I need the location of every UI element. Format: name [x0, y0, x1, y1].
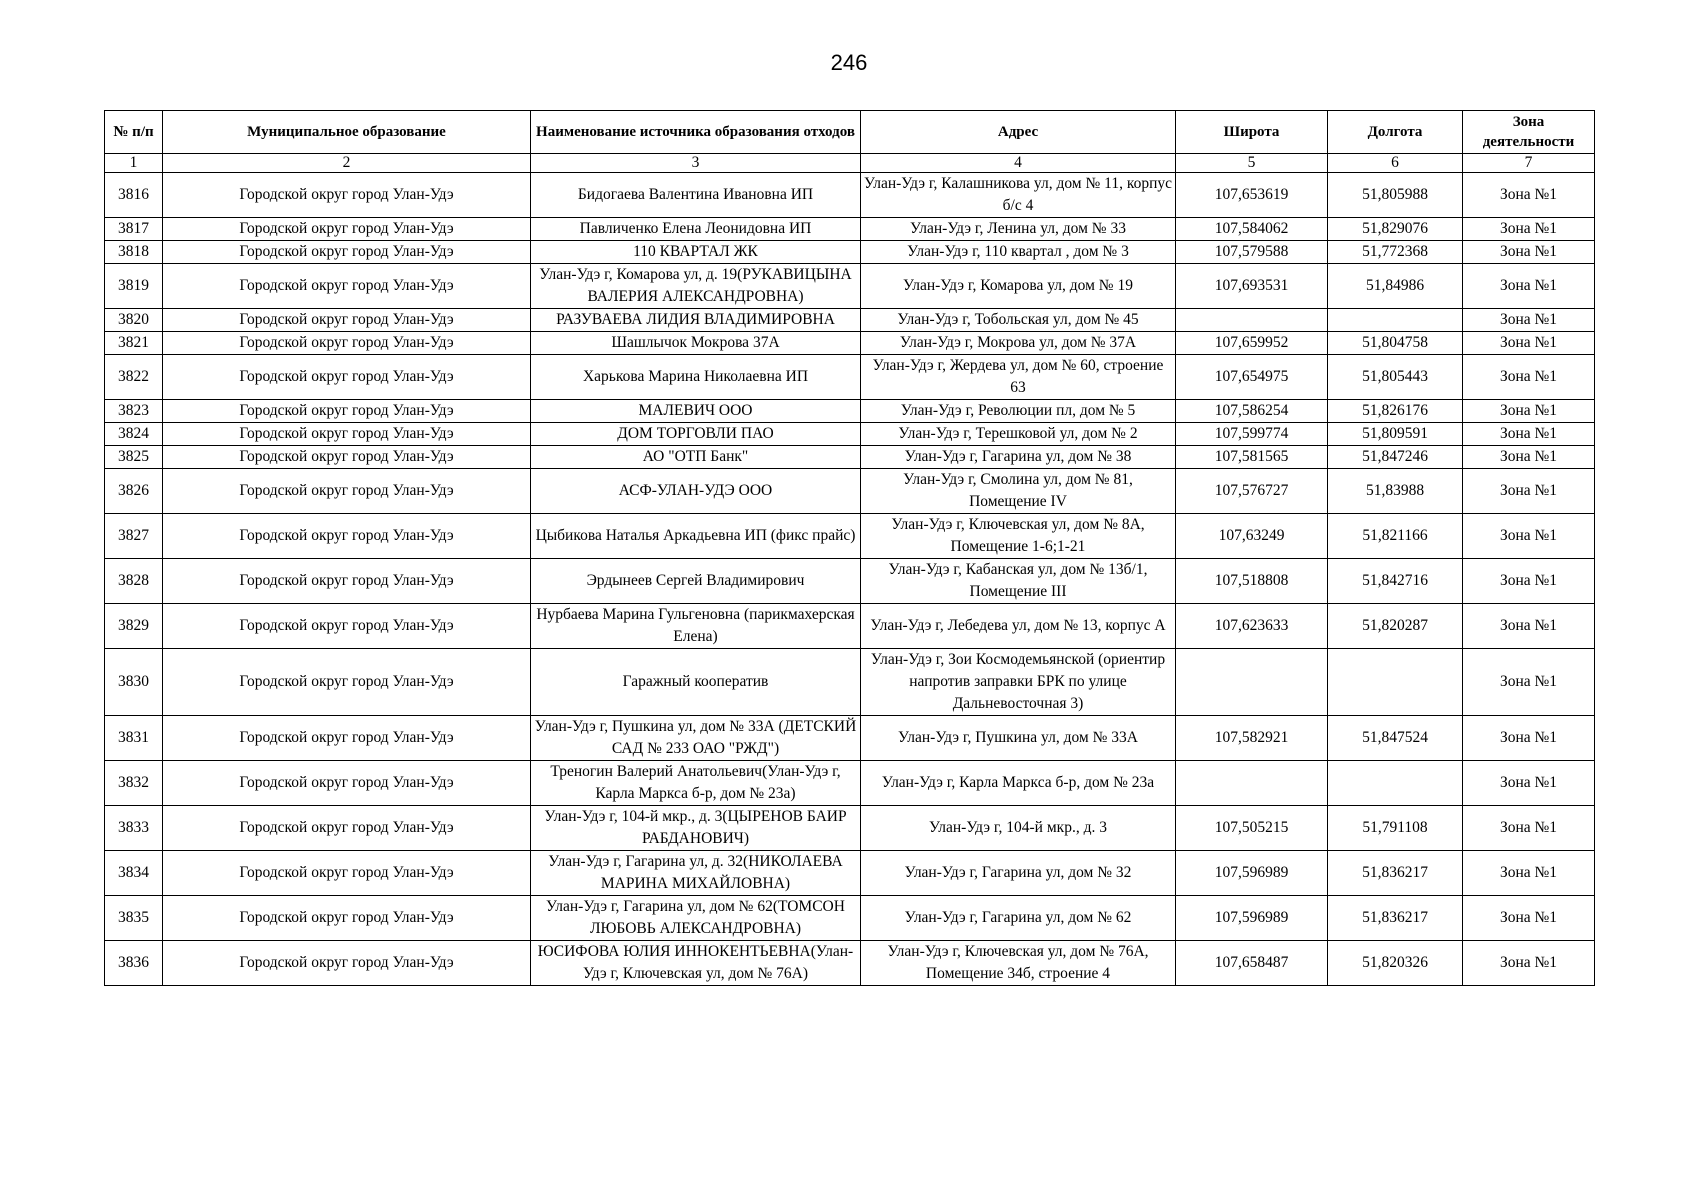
cell-address: Улан-Удэ г, Ключевская ул, дом № 8А, Помещение 1-6;1-21 [861, 514, 1176, 559]
cell-address: Улан-Удэ г, Мокрова ул, дом № 37А [861, 332, 1176, 355]
cell-longitude: 51,821166 [1328, 514, 1463, 559]
column-number: 5 [1176, 154, 1328, 173]
table-row [105, 604, 1595, 649]
cell-source-name: АО "ОТП Банк" [531, 446, 861, 469]
cell-address: Улан-Удэ г, 110 квартал , дом № 3 [861, 241, 1176, 264]
cell-latitude: 107,599774 [1176, 423, 1328, 446]
header-municipality: Муниципальное образование [163, 111, 531, 154]
cell-address: Улан-Удэ г, 104-й мкр., д. 3 [861, 806, 1176, 851]
cell-row-number: 3835 [105, 896, 163, 941]
table-row [105, 241, 1595, 264]
cell-longitude: 51,829076 [1328, 218, 1463, 241]
cell-municipality: Городской округ город Улан-Удэ [163, 423, 531, 446]
cell-row-number: 3825 [105, 446, 163, 469]
table-row [105, 309, 1595, 332]
cell-source-name: АСФ-УЛАН-УДЭ ООО [531, 469, 861, 514]
cell-address: Улан-Удэ г, Терешковой ул, дом № 2 [861, 423, 1176, 446]
cell-longitude: 51,836217 [1328, 896, 1463, 941]
cell-municipality: Городской округ город Улан-Удэ [163, 173, 531, 218]
cell-activity-zone: Зона №1 [1463, 851, 1595, 896]
cell-municipality: Городской округ город Улан-Удэ [163, 806, 531, 851]
cell-longitude: 51,83988 [1328, 469, 1463, 514]
cell-latitude: 107,654975 [1176, 355, 1328, 400]
cell-municipality: Городской округ город Улан-Удэ [163, 559, 531, 604]
cell-longitude: 51,842716 [1328, 559, 1463, 604]
cell-address: Улан-Удэ г, Зои Космодемьянской (ориентир напротив заправки БРК по улице Дальневосточная 3) [861, 649, 1176, 716]
table-row [105, 469, 1595, 514]
cell-row-number: 3828 [105, 559, 163, 604]
cell-address: Улан-Удэ г, Гагарина ул, дом № 32 [861, 851, 1176, 896]
column-number: 1 [105, 154, 163, 173]
table-row [105, 649, 1595, 716]
cell-row-number: 3822 [105, 355, 163, 400]
cell-source-name: Харькова Марина Николаевна ИП [531, 355, 861, 400]
cell-longitude: 51,772368 [1328, 241, 1463, 264]
cell-longitude: 51,809591 [1328, 423, 1463, 446]
cell-source-name: Нурбаева Марина Гульгеновна (парикмахерская Елена) [531, 604, 861, 649]
header-row [105, 111, 1595, 154]
cell-latitude: 107,584062 [1176, 218, 1328, 241]
cell-activity-zone: Зона №1 [1463, 716, 1595, 761]
table-row [105, 851, 1595, 896]
cell-activity-zone: Зона №1 [1463, 604, 1595, 649]
cell-latitude: 107,623633 [1176, 604, 1328, 649]
cell-source-name: Цыбикова Наталья Аркадьевна ИП (фикс прайс) [531, 514, 861, 559]
cell-municipality: Городской округ город Улан-Удэ [163, 941, 531, 986]
cell-latitude: 107,576727 [1176, 469, 1328, 514]
cell-latitude: 107,659952 [1176, 332, 1328, 355]
header-latitude: Широта [1176, 111, 1328, 154]
cell-activity-zone: Зона №1 [1463, 446, 1595, 469]
column-number: 7 [1463, 154, 1595, 173]
table-row [105, 264, 1595, 309]
cell-source-name: ДОМ ТОРГОВЛИ ПАО [531, 423, 861, 446]
cell-address: Улан-Удэ г, Пушкина ул, дом № 33А [861, 716, 1176, 761]
cell-latitude: 107,653619 [1176, 173, 1328, 218]
cell-municipality: Городской округ город Улан-Удэ [163, 761, 531, 806]
cell-municipality: Городской округ город Улан-Удэ [163, 218, 531, 241]
cell-latitude: 107,658487 [1176, 941, 1328, 986]
cell-source-name: МАЛЕВИЧ ООО [531, 400, 861, 423]
cell-municipality: Городской округ город Улан-Удэ [163, 514, 531, 559]
cell-address: Улан-Удэ г, Кабанская ул, дом № 13б/1, Помещение III [861, 559, 1176, 604]
cell-longitude: 51,847246 [1328, 446, 1463, 469]
cell-row-number: 3820 [105, 309, 163, 332]
cell-activity-zone: Зона №1 [1463, 514, 1595, 559]
cell-latitude: 107,518808 [1176, 559, 1328, 604]
cell-latitude: 107,505215 [1176, 806, 1328, 851]
cell-address: Улан-Удэ г, Лебедева ул, дом № 13, корпус А [861, 604, 1176, 649]
header-activity-zone: Зона деятельности [1463, 111, 1595, 154]
table-row [105, 896, 1595, 941]
cell-row-number: 3831 [105, 716, 163, 761]
cell-source-name: РАЗУВАЕВА ЛИДИЯ ВЛАДИМИРОВНА [531, 309, 861, 332]
cell-address: Улан-Удэ г, Смолина ул, дом № 81, Помещение IV [861, 469, 1176, 514]
cell-row-number: 3833 [105, 806, 163, 851]
cell-municipality: Городской округ город Улан-Удэ [163, 309, 531, 332]
cell-address: Улан-Удэ г, Революции пл, дом № 5 [861, 400, 1176, 423]
cell-row-number: 3827 [105, 514, 163, 559]
cell-longitude: 51,84986 [1328, 264, 1463, 309]
cell-activity-zone: Зона №1 [1463, 400, 1595, 423]
cell-activity-zone: Зона №1 [1463, 355, 1595, 400]
cell-longitude: 51,820326 [1328, 941, 1463, 986]
cell-longitude [1328, 649, 1463, 716]
column-number-row [105, 154, 1595, 173]
cell-municipality: Городской округ город Улан-Удэ [163, 400, 531, 423]
waste-sources-table [104, 110, 1595, 986]
cell-longitude [1328, 309, 1463, 332]
cell-latitude: 107,63249 [1176, 514, 1328, 559]
cell-source-name: Гаражный кооператив [531, 649, 861, 716]
cell-source-name: Треногин Валерий Анатольевич(Улан-Удэ г, Карла Маркса б-р, дом № 23а) [531, 761, 861, 806]
cell-longitude [1328, 761, 1463, 806]
header-longitude: Долгота [1328, 111, 1463, 154]
cell-source-name: Бидогаева Валентина Ивановна ИП [531, 173, 861, 218]
table-row [105, 446, 1595, 469]
cell-row-number: 3817 [105, 218, 163, 241]
cell-row-number: 3834 [105, 851, 163, 896]
cell-latitude [1176, 761, 1328, 806]
cell-address: Улан-Удэ г, Тобольская ул, дом № 45 [861, 309, 1176, 332]
cell-activity-zone: Зона №1 [1463, 761, 1595, 806]
table-row [105, 716, 1595, 761]
cell-address: Улан-Удэ г, Карла Маркса б-р, дом № 23а [861, 761, 1176, 806]
cell-source-name: ЮСИФОВА ЮЛИЯ ИННОКЕНТЬЕВНА(Улан-Удэ г, Ключевская ул, дом № 76А) [531, 941, 861, 986]
cell-activity-zone: Зона №1 [1463, 469, 1595, 514]
cell-longitude: 51,847524 [1328, 716, 1463, 761]
cell-address: Улан-Удэ г, Гагарина ул, дом № 62 [861, 896, 1176, 941]
cell-municipality: Городской округ город Улан-Удэ [163, 355, 531, 400]
cell-latitude: 107,586254 [1176, 400, 1328, 423]
table-row [105, 173, 1595, 218]
table-row [105, 218, 1595, 241]
cell-activity-zone: Зона №1 [1463, 806, 1595, 851]
cell-activity-zone: Зона №1 [1463, 218, 1595, 241]
header-row-number: № п/п [105, 111, 163, 154]
cell-longitude: 51,826176 [1328, 400, 1463, 423]
cell-longitude: 51,791108 [1328, 806, 1463, 851]
cell-activity-zone: Зона №1 [1463, 241, 1595, 264]
table-row [105, 941, 1595, 986]
table-row [105, 806, 1595, 851]
table-row [105, 423, 1595, 446]
cell-source-name: Шашлычок Мокрова 37А [531, 332, 861, 355]
cell-row-number: 3832 [105, 761, 163, 806]
cell-latitude [1176, 309, 1328, 332]
cell-activity-zone: Зона №1 [1463, 309, 1595, 332]
cell-source-name: Улан-Удэ г, Пушкина ул, дом № 33А (ДЕТСКИЙ САД № 233 ОАО "РЖД") [531, 716, 861, 761]
column-number: 4 [861, 154, 1176, 173]
cell-address: Улан-Удэ г, Комарова ул, дом № 19 [861, 264, 1176, 309]
cell-source-name: Улан-Удэ г, Гагарина ул, дом № 62(ТОМСОН ЛЮБОВЬ АЛЕКСАНДРОВНА) [531, 896, 861, 941]
cell-source-name: Улан-Удэ г, 104-й мкр., д. 3(ЦЫРЕНОВ БАИР РАБДАНОВИЧ) [531, 806, 861, 851]
table-row [105, 761, 1595, 806]
cell-municipality: Городской округ город Улан-Удэ [163, 469, 531, 514]
cell-address: Улан-Удэ г, Калашникова ул, дом № 11, корпус б/с 4 [861, 173, 1176, 218]
cell-municipality: Городской округ город Улан-Удэ [163, 896, 531, 941]
cell-row-number: 3826 [105, 469, 163, 514]
header-source-name: Наименование источника образования отходов [531, 111, 861, 154]
cell-latitude [1176, 649, 1328, 716]
column-number: 3 [531, 154, 861, 173]
cell-municipality: Городской округ город Улан-Удэ [163, 649, 531, 716]
cell-row-number: 3829 [105, 604, 163, 649]
cell-municipality: Городской округ город Улан-Удэ [163, 241, 531, 264]
table-row [105, 559, 1595, 604]
cell-row-number: 3818 [105, 241, 163, 264]
cell-source-name: Улан-Удэ г, Комарова ул, д. 19(РУКАВИЦЫНА ВАЛЕРИЯ АЛЕКСАНДРОВНА) [531, 264, 861, 309]
cell-municipality: Городской округ город Улан-Удэ [163, 716, 531, 761]
cell-activity-zone: Зона №1 [1463, 896, 1595, 941]
table-row [105, 514, 1595, 559]
cell-activity-zone: Зона №1 [1463, 173, 1595, 218]
column-number: 6 [1328, 154, 1463, 173]
table-row [105, 400, 1595, 423]
cell-longitude: 51,836217 [1328, 851, 1463, 896]
cell-longitude: 51,805443 [1328, 355, 1463, 400]
cell-municipality: Городской округ город Улан-Удэ [163, 604, 531, 649]
cell-row-number: 3821 [105, 332, 163, 355]
cell-municipality: Городской округ город Улан-Удэ [163, 851, 531, 896]
cell-longitude: 51,805988 [1328, 173, 1463, 218]
cell-latitude: 107,582921 [1176, 716, 1328, 761]
cell-activity-zone: Зона №1 [1463, 559, 1595, 604]
cell-latitude: 107,581565 [1176, 446, 1328, 469]
table-header [105, 111, 1595, 154]
cell-row-number: 3823 [105, 400, 163, 423]
cell-row-number: 3836 [105, 941, 163, 986]
table-row [105, 355, 1595, 400]
cell-row-number: 3830 [105, 649, 163, 716]
cell-activity-zone: Зона №1 [1463, 941, 1595, 986]
cell-source-name: Улан-Удэ г, Гагарина ул, д. 32(НИКОЛАЕВА МАРИНА МИХАЙЛОВНА) [531, 851, 861, 896]
table-body [105, 154, 1595, 986]
cell-address: Улан-Удэ г, Жердева ул, дом № 60, строение 63 [861, 355, 1176, 400]
cell-latitude: 107,579588 [1176, 241, 1328, 264]
cell-activity-zone: Зона №1 [1463, 332, 1595, 355]
cell-municipality: Городской округ город Улан-Удэ [163, 332, 531, 355]
header-address: Адрес [861, 111, 1176, 154]
cell-activity-zone: Зона №1 [1463, 264, 1595, 309]
cell-activity-zone: Зона №1 [1463, 649, 1595, 716]
cell-municipality: Городской округ город Улан-Удэ [163, 264, 531, 309]
cell-address: Улан-Удэ г, Ключевская ул, дом № 76А, Помещение 34б, строение 4 [861, 941, 1176, 986]
cell-longitude: 51,820287 [1328, 604, 1463, 649]
cell-activity-zone: Зона №1 [1463, 423, 1595, 446]
cell-latitude: 107,596989 [1176, 896, 1328, 941]
cell-source-name: Павличенко Елена Леонидовна ИП [531, 218, 861, 241]
cell-row-number: 3819 [105, 264, 163, 309]
cell-row-number: 3816 [105, 173, 163, 218]
column-number: 2 [163, 154, 531, 173]
cell-source-name: 110 КВАРТАЛ ЖК [531, 241, 861, 264]
cell-latitude: 107,693531 [1176, 264, 1328, 309]
table-row [105, 332, 1595, 355]
cell-source-name: Эрдынеев Сергей Владимирович [531, 559, 861, 604]
cell-row-number: 3824 [105, 423, 163, 446]
page-number: 246 [830, 50, 868, 75]
cell-municipality: Городской округ город Улан-Удэ [163, 446, 531, 469]
cell-latitude: 107,596989 [1176, 851, 1328, 896]
cell-address: Улан-Удэ г, Ленина ул, дом № 33 [861, 218, 1176, 241]
cell-longitude: 51,804758 [1328, 332, 1463, 355]
cell-address: Улан-Удэ г, Гагарина ул, дом № 38 [861, 446, 1176, 469]
